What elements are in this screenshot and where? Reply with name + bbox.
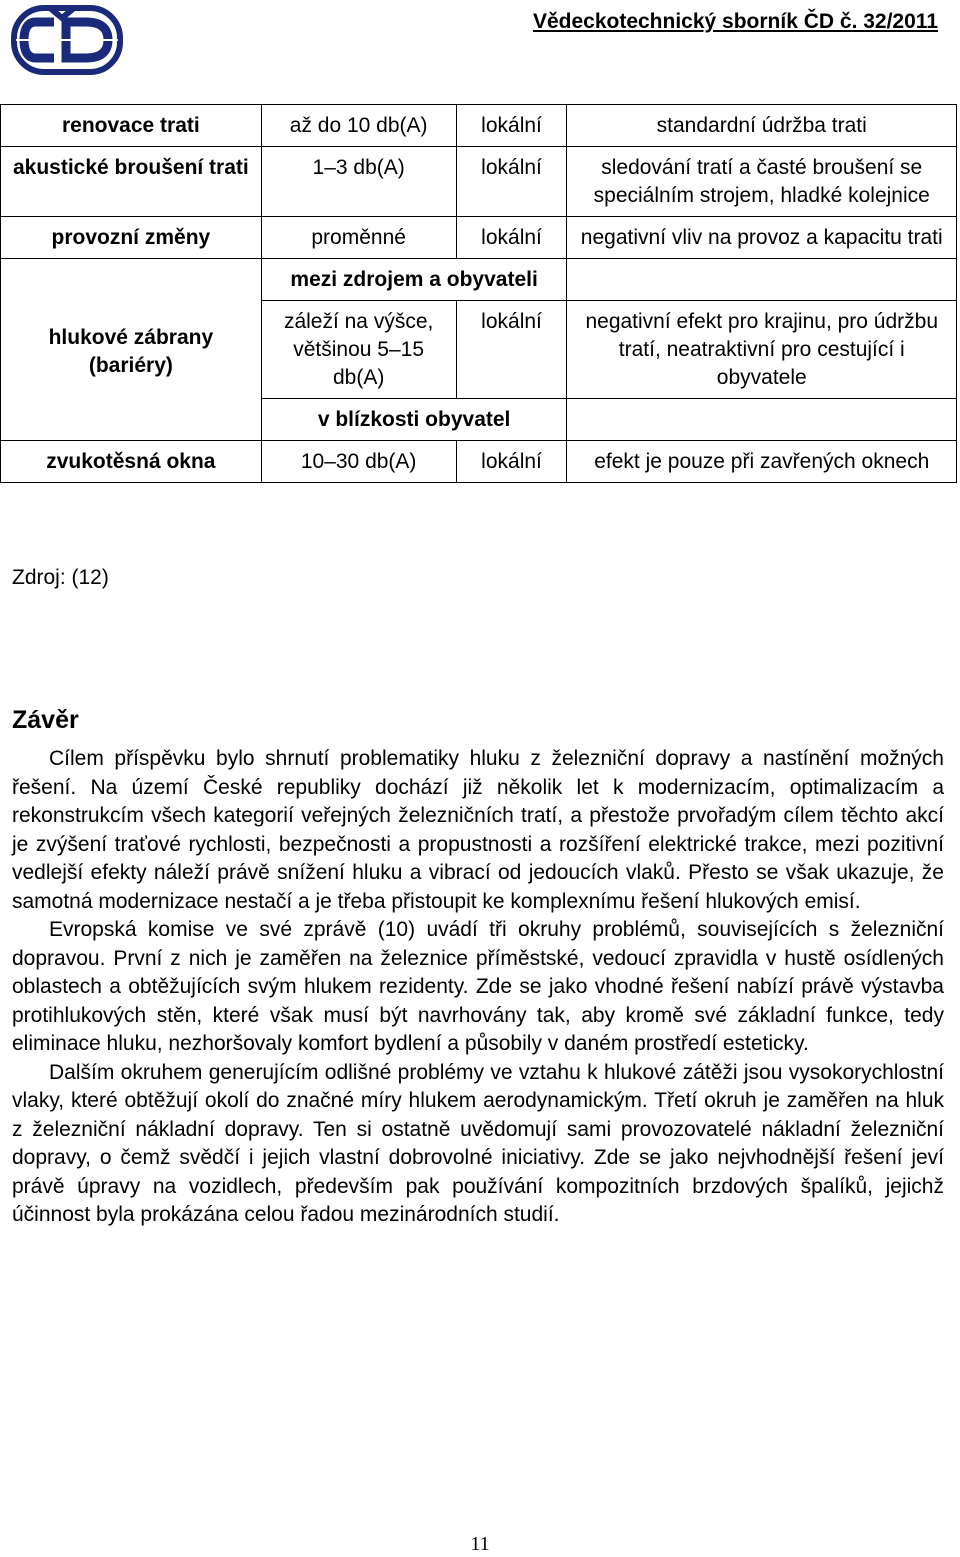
barriers-bottom-label: v blízkosti obyvatel	[261, 399, 567, 441]
note-cell: efekt je pouze při zavřených oknech	[567, 441, 957, 483]
note-cell: negativní vliv na provoz a kapacitu trati	[567, 217, 957, 259]
table-row	[1, 217, 957, 259]
paragraph: Evropská komise ve své zprávě (10) uvádí tři okruhy problémů, souvisejících s železniční dopravou. První z nich je zaměřen na železnice příměstské, vedoucí zpravidla v hustě osídlených oblastech a obtěžujících svým hlukem rezidenty. Zde se jako vhodné řešení nabízí právě výstavba protihlukových stěn, které však musí být navrhovány tak, aby kromě své základní funkce, tedy eliminace hluku, nezhoršovaly komfort bydlení a působily v daném prostředí esteticky.	[12, 918, 944, 1055]
conclusion-text	[12, 745, 944, 1230]
journal-title: Vědeckotechnický sborník ČD č. 32/2011	[532, 10, 938, 33]
paragraph: Cílem příspěvku bylo shrnutí problematiky hluku z železniční dopravy a nastínění možných řešení. Na území České republiky dochází již několik let k modernizacím, optimalizacím a rekonstrukcím všech kategorií veřejných železničních tratí, a přestože prvořadým cílem těchto akcí je zvýšení traťové rychlosti, bezpečnosti a propustnosti a rozšíření elektrické trakce, mezi pozitivní vedlejší efekty náleží právě snížení hluku a vibrací od jedoucích vlaků. Přesto se však ukazuje, že samotná modernizace nestačí a je třeba přistoupit ke komplexnímu řešení hlukových emisí.	[12, 747, 944, 913]
table-source: Zdroj: (12)	[12, 566, 109, 589]
section-heading: Závěr	[12, 706, 79, 734]
table-row	[1, 259, 957, 301]
scope-cell: lokální	[456, 217, 567, 259]
cd-logo	[10, 4, 124, 76]
table-row	[1, 147, 957, 217]
scope-cell: lokální	[456, 105, 567, 147]
table-row	[1, 441, 957, 483]
reduction-cell: proměnné	[261, 217, 456, 259]
note-cell: negativní efekt pro krajinu, pro údržbu tratí, neatraktivní pro cestující i obyvatele	[567, 301, 957, 399]
noise-measures-table	[0, 104, 957, 483]
empty-cell	[567, 259, 957, 301]
measure-cell: akustické broušení trati	[1, 147, 262, 217]
table-row	[1, 105, 957, 147]
page-number: 11	[470, 1533, 490, 1555]
barriers-measure: hlukové zábrany (bariéry)	[48, 325, 214, 377]
scope-cell: lokální	[456, 301, 567, 399]
paragraph: Dalším okruhem generujícím odlišné problémy ve vztahu k hlukové zátěži jsou vysokorychlostní vlaky, které obtěžují okolí do značné míry hlukem aerodynamickým. Třetí okruh je zaměřen na hluk z železniční nákladní dopravy. Ten si ostatně uvědomují sami provozovatelé nákladní železniční dopravy, o čemž svědčí i jejich vlastní dobrovolné iniciativy. Zde se jako nejvhodnější řešení jeví právě úpravy na vozidlech, především pak používání kompozitních brzdových špalíků, jejichž účinnost byla prokázána celou řadou mezinárodních studií.	[12, 1060, 944, 1226]
empty-cell	[567, 399, 957, 441]
measure-cell: renovace trati	[1, 105, 262, 147]
scope-cell: lokální	[456, 147, 567, 217]
measure-cell: zvukotěsná okna	[1, 441, 262, 483]
reduction-cell: 10–30 db(A)	[261, 441, 456, 483]
note-cell: sledování tratí a časté broušení se speciálním strojem, hladké kolejnice	[567, 147, 957, 217]
note-cell: standardní údržba trati	[567, 105, 957, 147]
reduction-cell: až do 10 db(A)	[261, 105, 456, 147]
scope-cell: lokální	[456, 441, 567, 483]
barriers-measure-cell	[1, 259, 262, 441]
barriers-top-label: mezi zdrojem a obyvateli	[261, 259, 567, 301]
reduction-cell: záleží na výšce, většinou 5–15 db(A)	[261, 301, 456, 399]
reduction-cell: 1–3 db(A)	[261, 147, 456, 217]
measure-cell: provozní změny	[1, 217, 262, 259]
